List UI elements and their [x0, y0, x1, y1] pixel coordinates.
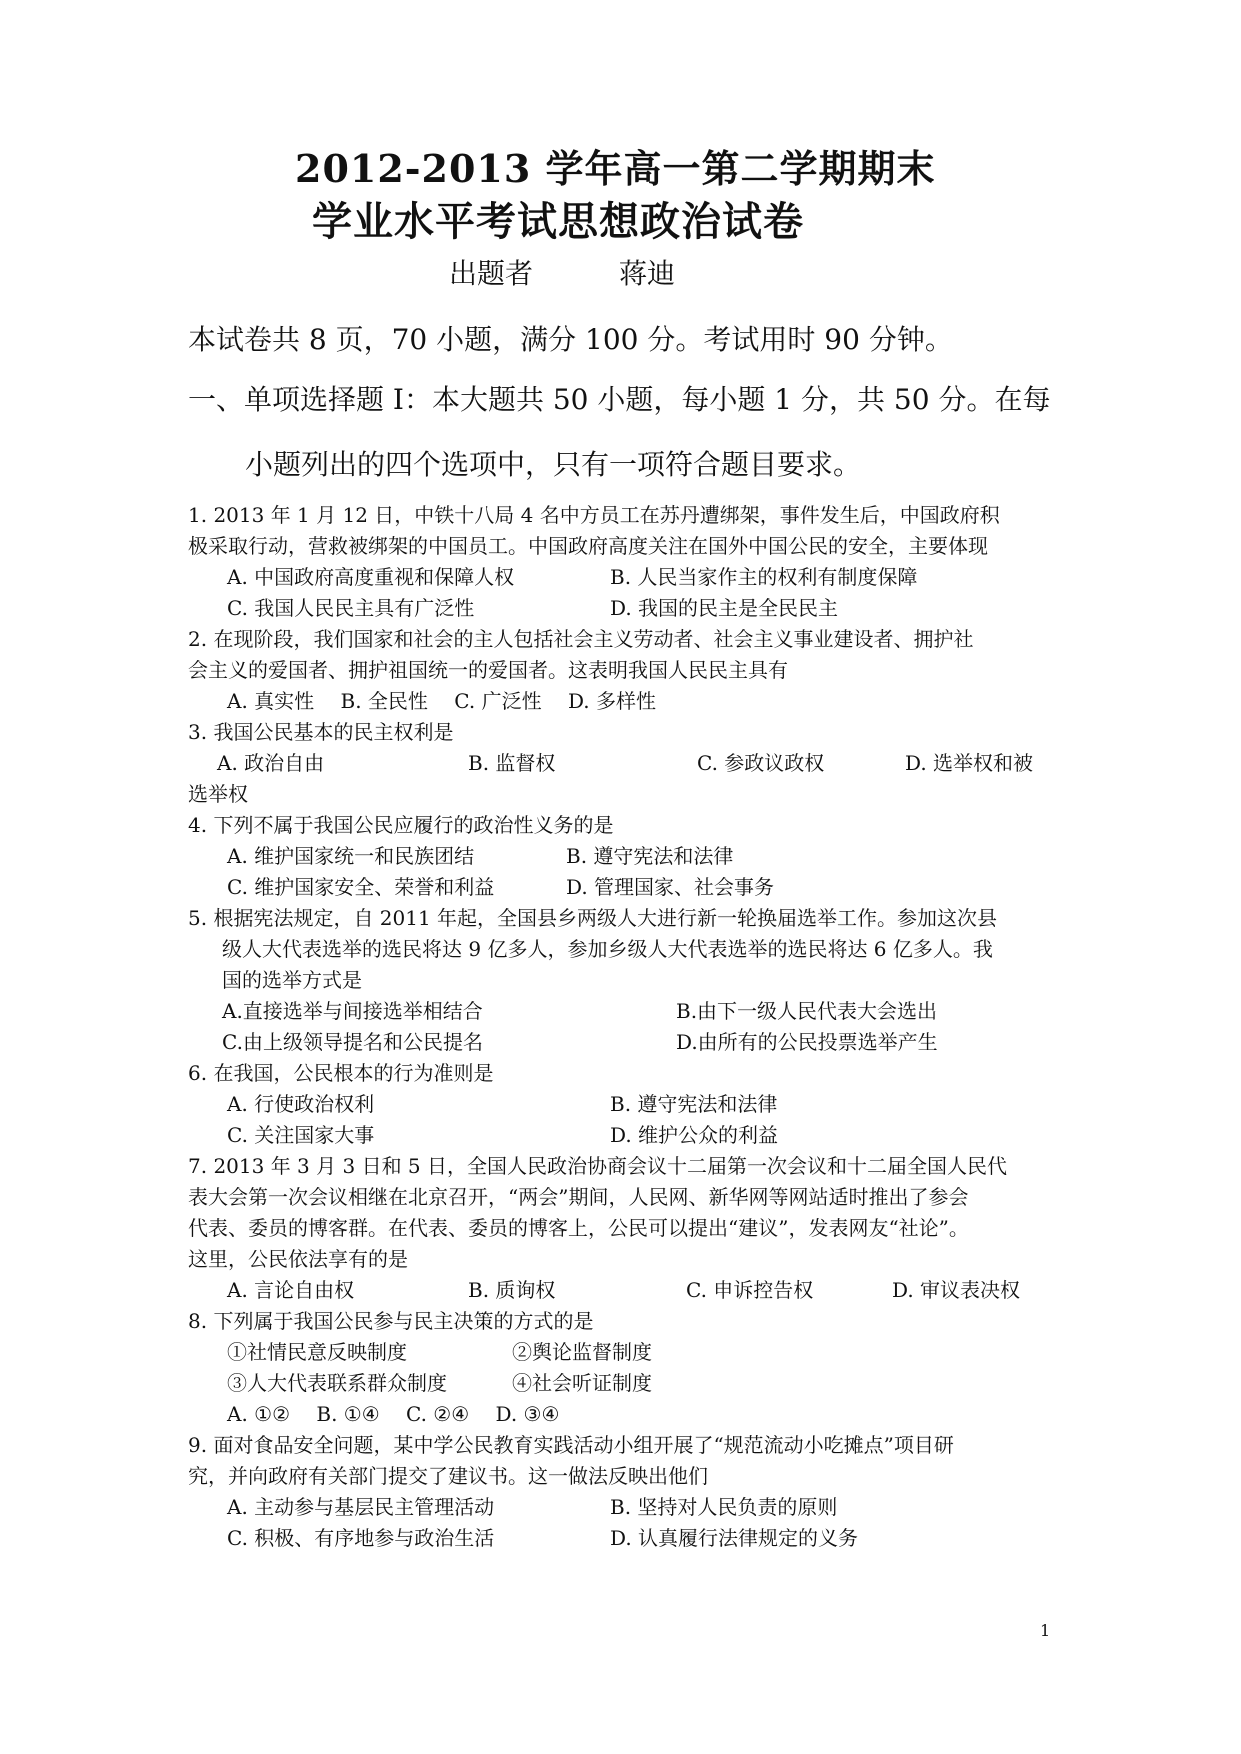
q6-stem: 6. 在我国，公民根本的行为准则是 [188, 1061, 494, 1085]
q7-stem-line-1: 7. 2013 年 3 月 3 日和 5 日，全国人民政治协商会议十二届第一次会议和十二届全国人民代 [188, 1154, 1008, 1178]
q9-option-d: D. 认真履行法律规定的义务 [610, 1526, 859, 1550]
q9-stem-line-2: 究，并向政府有关部门提交了建议书。这一做法反映出他们 [188, 1464, 708, 1488]
q4-option-c: C. 维护国家安全、荣誉和利益 [227, 875, 495, 899]
exam-title-line-1: 2012-2013 学年高一第二学期期末 [295, 146, 936, 191]
q3-option-b: B. 监督权 [468, 751, 556, 775]
author-name: 蒋迪 [619, 257, 676, 290]
q3-option-d: D. 选举权和被 [905, 751, 1034, 775]
q8-item-3: ③人大代表联系群众制度 [227, 1371, 447, 1395]
q8-options: A. ①② B. ①④ C. ②④ D. ③④ [227, 1402, 560, 1426]
q1-stem-line-2: 极采取行动，营救被绑架的中国员工。中国政府高度关注在国外中国公民的安全，主要体现 [188, 534, 988, 558]
q9-option-a: A. 主动参与基层民主管理活动 [227, 1495, 495, 1519]
q5-stem-line-1: 5. 根据宪法规定，自 2011 年起，全国县乡两级人大进行新一轮换届选举工作。参加这次县 [188, 906, 998, 930]
q9-stem-line-1: 9. 面对食品安全问题，某中学公民教育实践活动小组开展了“规范流动小吃摊点”项目研 [188, 1433, 954, 1457]
q7-option-b: B. 质询权 [468, 1278, 556, 1302]
q5-option-c: C.由上级领导提名和公民提名 [222, 1030, 483, 1054]
q1-option-a: A. 中国政府高度重视和保障人权 [227, 565, 515, 589]
author-line [449, 252, 675, 292]
q3-option-a: A. 政治自由 [217, 751, 325, 775]
q8-item-2: ②舆论监督制度 [512, 1340, 652, 1364]
q5-stem-line-3: 国的选举方式是 [222, 968, 362, 992]
q9-option-c: C. 积极、有序地参与政治生活 [227, 1526, 495, 1550]
q4-option-b: B. 遵守宪法和法律 [566, 844, 734, 868]
q6-option-d: D. 维护公众的利益 [610, 1123, 779, 1147]
q8-item-1: ①社情民意反映制度 [227, 1340, 407, 1364]
q1-option-d: D. 我国的民主是全民民主 [610, 596, 839, 620]
q5-option-a: A.直接选举与间接选举相结合 [222, 999, 483, 1023]
q7-stem-line-4: 这里，公民依法享有的是 [188, 1247, 408, 1271]
exam-intro: 本试卷共 8 页，70 小题，满分 100 分。考试用时 90 分钟。 [188, 323, 953, 356]
q3-option-d-continued: 选举权 [188, 782, 248, 806]
q7-option-c: C. 申诉控告权 [686, 1278, 814, 1302]
q8-item-4: ④社会听证制度 [512, 1371, 652, 1395]
author-label: 出题者 [449, 257, 534, 290]
q1-option-b: B. 人民当家作主的权利有制度保障 [610, 565, 918, 589]
q5-option-d: D.由所有的公民投票选举产生 [676, 1030, 938, 1054]
q8-stem: 8. 下列属于我国公民参与民主决策的方式的是 [188, 1309, 594, 1333]
exam-title-line-2: 学业水平考试思想政治试卷 [312, 198, 804, 245]
q2-stem-line-2: 会主义的爱国者、拥护祖国统一的爱国者。这表明我国人民民主具有 [188, 658, 788, 682]
section-heading-line-2: 小题列出的四个选项中，只有一项符合题目要求。 [245, 448, 862, 481]
q4-stem: 4. 下列不属于我国公民应履行的政治性义务的是 [188, 813, 614, 837]
q3-option-c: C. 参政议政权 [697, 751, 825, 775]
q5-stem-line-2: 级人大代表选举的选民将达 9 亿多人，参加乡级人大代表选举的选民将达 6 亿多人。我 [222, 937, 993, 961]
page-number: 1 [1040, 1621, 1051, 1640]
q6-option-c: C. 关注国家大事 [227, 1123, 375, 1147]
q7-option-d: D. 审议表决权 [892, 1278, 1021, 1302]
q1-stem-line-1: 1. 2013 年 1 月 12 日，中铁十八局 4 名中方员工在苏丹遭绑架，事件发生后，中国政府积 [188, 503, 1000, 527]
q6-option-a: A. 行使政治权利 [227, 1092, 375, 1116]
q9-option-b: B. 坚持对人民负责的原则 [610, 1495, 838, 1519]
q3-stem: 3. 我国公民基本的民主权利是 [188, 720, 454, 744]
q4-option-d: D. 管理国家、社会事务 [566, 875, 775, 899]
q2-options: A. 真实性 B. 全民性 C. 广泛性 D. 多样性 [227, 689, 656, 713]
q7-stem-line-2: 表大会第一次会议相继在北京召开，“两会”期间，人民网、新华网等网站适时推出了参会 [188, 1185, 969, 1209]
q4-option-a: A. 维护国家统一和民族团结 [227, 844, 475, 868]
q2-stem-line-1: 2. 在现阶段，我们国家和社会的主人包括社会主义劳动者、社会主义事业建设者、拥护社 [188, 627, 974, 651]
q1-option-c: C. 我国人民民主具有广泛性 [227, 596, 475, 620]
q7-option-a: A. 言论自由权 [227, 1278, 355, 1302]
q7-stem-line-3: 代表、委员的博客群。在代表、委员的博客上，公民可以提出“建议”，发表网友“社论”。 [188, 1216, 969, 1240]
q6-option-b: B. 遵守宪法和法律 [610, 1092, 778, 1116]
q5-option-b: B.由下一级人民代表大会选出 [676, 999, 938, 1023]
section-heading-line-1: 一、单项选择题 I：本大题共 50 小题，每小题 1 分，共 50 分。在每 [188, 383, 1051, 416]
